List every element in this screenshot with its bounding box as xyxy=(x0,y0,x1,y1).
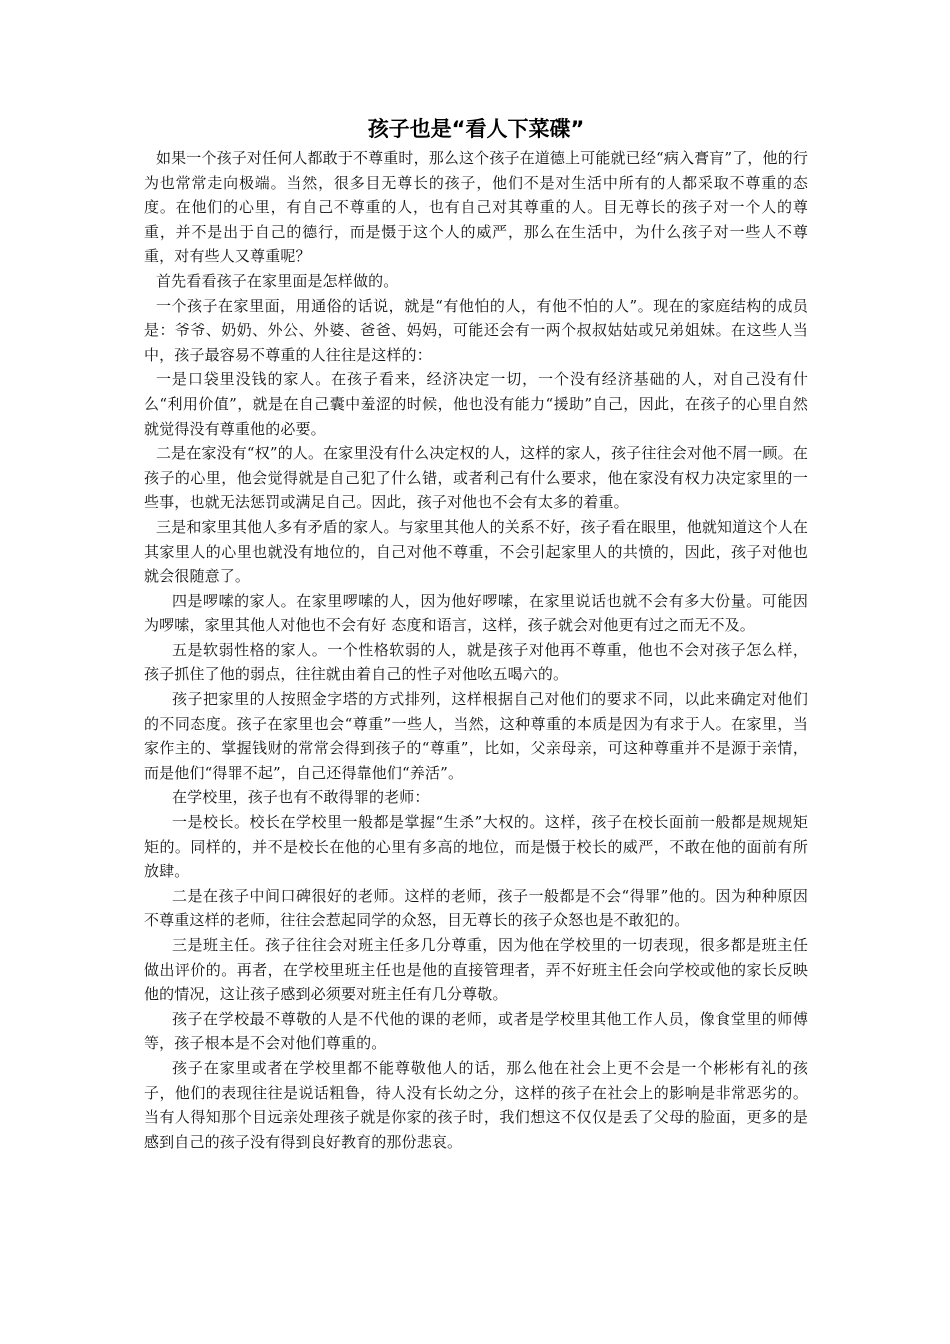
document-title: 孩子也是“看人下菜碟” xyxy=(367,117,585,141)
paragraph-7: 四是啰嗦的家人。在家里啰嗦的人，因为他好啰嗦，在家里说话也就不会有多大份量。可能因为啰嗦，家里其他人对他也不会有好 态度和语言，这样，孩子就会对他更有过之而无不及。 xyxy=(144,591,808,635)
paragraph-14: 孩子在学校最不尊敬的人是不代他的课的老师，或者是学校里其他工作人员，像食堂里的师傅等，孩子根本是不会对他们尊重的。 xyxy=(144,1009,808,1053)
paragraph-9: 孩子把家里的人按照金字塔的方式排列，这样根据自己对他们的要求不同，以此来确定对他们的不同态度。孩子在家里也会“尊重”一些人，当然，这种尊重的本质是因为有求于人。在家里，当家作主的、掌握钱财的常常会得到孩子的“尊重”，比如，父亲母亲，可这种尊重并不是源于亲情，而是他们“得罪不起”，自己还得靠他们“养活”。 xyxy=(144,690,808,782)
paragraph-11: 一是校长。校长在学校里一般都是掌握“生杀”大权的。这样，孩子在校长面前一般都是规规矩矩的。同样的，并不是校长在他的心里有多高的地位，而是慑于校长的威严，不敢在他的面前有所放肆。 xyxy=(144,813,808,881)
paragraph-2: 首先看看孩子在家里面是怎样做的。 xyxy=(156,271,399,290)
paragraph-10: 在学校里，孩子也有不敢得罪的老师： xyxy=(172,788,430,807)
document-body xyxy=(144,146,808,1154)
paragraph-13: 三是班主任。孩子往往会对班主任多几分尊重，因为他在学校里的一切表现，很多都是班主任做出评价的。再者，在学校里班主任也是他的直接管理者，弄不好班主任会向学校或他的家长反映他的情况，这让孩子感到必须要对班主任有几分尊敬。 xyxy=(144,936,808,1004)
paragraph-1: 如果一个孩子对任何人都敢于不尊重时，那么这个孩子在道德上可能就已经“病入膏肓”了，他的行为也常常走向极端。当然，很多目无尊长的孩子，他们不是对生活中所有的人都采取不尊重的态度。在他们的心里，有自己不尊重的人，也有自己对其尊重的人。目无尊长的孩子对一个人的尊重，并不是出于自己的德行，而是慑于这个人的威严，那么在生活中，为什么孩子对一些人不尊重，对有些人又尊重呢？ xyxy=(144,149,808,266)
paragraph-5: 二是在家没有“权”的人。在家里没有什么决定权的人，这样的家人，孩子往往会对他不屑一顾。在孩子的心里，他会觉得就是自己犯了什么错，或者利己有什么要求，他在家没有权力决定家里的一些事，也就无法惩罚或满足自己。因此，孩子对他也不会有太多的着重。 xyxy=(144,444,808,512)
paragraph-3: 一个孩子在家里面，用通俗的话说，就是“有他怕的人，有他不怕的人”。现在的家庭结构的成员是：爷爷、奶奶、外公、外婆、爸爸、妈妈，可能还会有一两个叔叔姑姑或兄弟姐妹。在这些人当中，孩子最容易不尊重的人往往是这样的： xyxy=(144,296,808,364)
paragraph-4: 一是口袋里没钱的家人。在孩子看来，经济决定一切，一个没有经济基础的人，对自己没有什么“利用价值”，就是在自己囊中羞涩的时候，他也没有能力“援助”自己，因此，在孩子的心里自然就觉得没有尊重他的必要。 xyxy=(144,370,808,438)
paragraph-8: 五是软弱性格的家人。一个性格软弱的人，就是孩子对他再不尊重，他也不会对孩子怎么样，孩子抓住了他的弱点，往往就由着自己的性子对他吆五喝六的。 xyxy=(144,640,808,684)
paragraph-6: 三是和家里其他人多有矛盾的家人。与家里其他人的关系不好，孩子看在眼里，他就知道这个人在其家里人的心里也就没有地位的，自己对他不尊重，不会引起家里人的共愤的，因此，孩子对他也就会很随意了。 xyxy=(144,517,808,586)
paragraph-15: 孩子在家里或者在学校里都不能尊敬他人的话，那么他在社会上更不会是一个彬彬有礼的孩子，他们的表现往往是说话粗鲁，待人没有长幼之分，这样的孩子在社会上的影响是非常恶劣的。当有人得知那个目远亲处理孩子就是你家的孩子时，我们想这不仅仅是丢了父母的脸面，更多的是感到自己的孩子没有得到良好教育的那份悲哀。 xyxy=(144,1058,808,1151)
document-page xyxy=(144,114,808,1154)
paragraph-12: 二是在孩子中间口碑很好的老师。这样的老师，孩子一般都是不会“得罪”他的。因为种种原因不尊重这样的老师，往往会惹起同学的众怒，目无尊长的孩子众怒也是不敢犯的。 xyxy=(144,886,808,930)
